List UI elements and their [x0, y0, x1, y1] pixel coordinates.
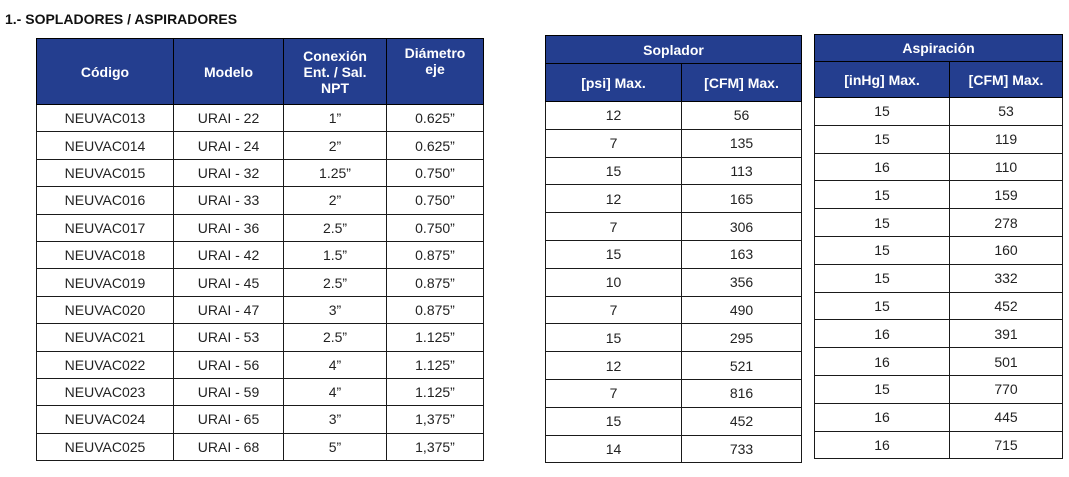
table-row [37, 324, 484, 351]
cell-inhg-max: 15 [815, 181, 950, 209]
cell-inhg-max: 16 [815, 320, 950, 348]
cell-modelo: URAI - 36 [174, 214, 284, 241]
cell-codigo: NEUVAC014 [37, 132, 174, 159]
aspiracion-table [814, 34, 1063, 459]
table-row [815, 320, 1063, 348]
table-row [815, 403, 1063, 431]
cell-inhg-max: 16 [815, 153, 950, 181]
cell-psi-max: 12 [546, 185, 682, 213]
table-row [37, 351, 484, 378]
cell-inhg-max: 15 [815, 236, 950, 264]
cell-inhg-max: 15 [815, 292, 950, 320]
cell-codigo: NEUVAC015 [37, 159, 174, 186]
cell-codigo: NEUVAC020 [37, 296, 174, 323]
cell-modelo: URAI - 68 [174, 433, 284, 460]
cell-cfm-max: 113 [682, 157, 802, 185]
cell-diametro: 0.625” [387, 105, 484, 132]
table-row [815, 181, 1063, 209]
table-row [37, 406, 484, 433]
table-row [815, 264, 1063, 292]
table-row [546, 185, 802, 213]
cell-inhg-max: 15 [815, 209, 950, 237]
cell-psi-max: 7 [546, 379, 682, 407]
cell-codigo: NEUVAC019 [37, 269, 174, 296]
cell-conexion: 2” [284, 187, 387, 214]
cell-cfm-max: 163 [682, 240, 802, 268]
cell-codigo: NEUVAC013 [37, 105, 174, 132]
cell-psi-max: 15 [546, 157, 682, 185]
cell-inhg-max: 15 [815, 375, 950, 403]
table-row [815, 292, 1063, 320]
cell-conexion: 2.5” [284, 214, 387, 241]
header-diametro-line-1: Diámetro [404, 45, 466, 61]
cell-psi-max: 7 [546, 213, 682, 241]
cell-psi-max: 7 [546, 129, 682, 157]
cell-modelo: URAI - 56 [174, 351, 284, 378]
cell-codigo: NEUVAC022 [37, 351, 174, 378]
table-row [815, 153, 1063, 181]
cell-cfm-max: 306 [682, 213, 802, 241]
cell-psi-max: 10 [546, 268, 682, 296]
cell-diametro: 1.125” [387, 378, 484, 405]
product-table [36, 38, 484, 461]
table-row [546, 268, 802, 296]
cell-inhg-max: 15 [815, 264, 950, 292]
header-conexion-line-3: NPT [321, 79, 349, 96]
cell-inhg-max: 15 [815, 125, 950, 153]
cell-diametro: 1,375” [387, 433, 484, 460]
table-row [815, 98, 1063, 126]
aspiracion-group-header: Aspiración [815, 35, 1063, 62]
header-inhg-max: [inHg] Max. [815, 62, 950, 98]
table-row [37, 269, 484, 296]
cell-modelo: URAI - 32 [174, 159, 284, 186]
cell-codigo: NEUVAC023 [37, 378, 174, 405]
cell-inhg-max: 16 [815, 403, 950, 431]
soplador-table [545, 35, 802, 463]
table-row [37, 159, 484, 186]
cell-modelo: URAI - 24 [174, 132, 284, 159]
cell-conexion: 3” [284, 296, 387, 323]
cell-diametro: 0.750” [387, 214, 484, 241]
cell-codigo: NEUVAC021 [37, 324, 174, 351]
cell-cfm-max: 160 [950, 236, 1063, 264]
cell-cfm-max: 501 [950, 348, 1063, 376]
cell-psi-max: 15 [546, 324, 682, 352]
header-modelo: Modelo [174, 39, 284, 105]
soplador-group-header: Soplador [546, 36, 802, 64]
cell-cfm-max: 490 [682, 296, 802, 324]
cell-diametro: 0.875” [387, 269, 484, 296]
table-row [546, 379, 802, 407]
cell-inhg-max: 16 [815, 431, 950, 459]
table-row [37, 241, 484, 268]
table-row [37, 105, 484, 132]
header-psi-max: [psi] Max. [546, 64, 682, 102]
cell-cfm-max: 445 [950, 403, 1063, 431]
header-cfm-max: [CFM] Max. [950, 62, 1063, 98]
cell-conexion: 2.5” [284, 324, 387, 351]
cell-cfm-max: 295 [682, 324, 802, 352]
table-row [546, 435, 802, 463]
cell-diametro: 1.125” [387, 351, 484, 378]
cell-cfm-max: 391 [950, 320, 1063, 348]
cell-modelo: URAI - 59 [174, 378, 284, 405]
table-row [37, 378, 484, 405]
cell-diametro: 0.875” [387, 241, 484, 268]
cell-psi-max: 12 [546, 352, 682, 380]
cell-diametro: 0.625” [387, 132, 484, 159]
table-row [37, 433, 484, 460]
cell-cfm-max: 278 [950, 209, 1063, 237]
cell-cfm-max: 159 [950, 181, 1063, 209]
cell-cfm-max: 356 [682, 268, 802, 296]
cell-codigo: NEUVAC017 [37, 214, 174, 241]
cell-conexion: 1” [284, 105, 387, 132]
cell-cfm-max: 770 [950, 375, 1063, 403]
cell-cfm-max: 165 [682, 185, 802, 213]
cell-conexion: 1.25” [284, 159, 387, 186]
table-row [546, 407, 802, 435]
cell-psi-max: 15 [546, 240, 682, 268]
cell-modelo: URAI - 22 [174, 105, 284, 132]
cell-modelo: URAI - 42 [174, 241, 284, 268]
cell-cfm-max: 56 [682, 102, 802, 130]
cell-cfm-max: 332 [950, 264, 1063, 292]
cell-psi-max: 14 [546, 435, 682, 463]
cell-diametro: 0.750” [387, 159, 484, 186]
cell-conexion: 1.5” [284, 241, 387, 268]
cell-conexion: 3” [284, 406, 387, 433]
cell-codigo: NEUVAC024 [37, 406, 174, 433]
table-row [546, 240, 802, 268]
cell-modelo: URAI - 47 [174, 296, 284, 323]
table-row [815, 348, 1063, 376]
header-diametro [387, 39, 484, 105]
header-codigo: Código [37, 39, 174, 105]
table-row [815, 375, 1063, 403]
cell-cfm-max: 53 [950, 98, 1063, 126]
table-row [37, 296, 484, 323]
cell-diametro: 1.125” [387, 324, 484, 351]
cell-diametro: 1,375” [387, 406, 484, 433]
table-row [815, 431, 1063, 459]
table-row [546, 324, 802, 352]
cell-cfm-max: 521 [682, 352, 802, 380]
cell-psi-max: 15 [546, 407, 682, 435]
cell-conexion: 2.5” [284, 269, 387, 296]
cell-cfm-max: 452 [682, 407, 802, 435]
cell-modelo: URAI - 53 [174, 324, 284, 351]
table-row [546, 296, 802, 324]
table-row [546, 102, 802, 130]
cell-diametro: 0.750” [387, 187, 484, 214]
cell-diametro: 0.875” [387, 296, 484, 323]
table-row [546, 352, 802, 380]
cell-cfm-max: 452 [950, 292, 1063, 320]
cell-modelo: URAI - 45 [174, 269, 284, 296]
header-conexion-line-1: Conexión [303, 47, 367, 64]
cell-cfm-max: 119 [950, 125, 1063, 153]
cell-codigo: NEUVAC025 [37, 433, 174, 460]
header-cfm-max: [CFM] Max. [682, 64, 802, 102]
cell-conexion: 4” [284, 378, 387, 405]
cell-codigo: NEUVAC018 [37, 241, 174, 268]
cell-psi-max: 7 [546, 296, 682, 324]
table-row [815, 209, 1063, 237]
cell-cfm-max: 715 [950, 431, 1063, 459]
cell-codigo: NEUVAC016 [37, 187, 174, 214]
cell-inhg-max: 16 [815, 348, 950, 376]
table-row [546, 213, 802, 241]
table-row [37, 187, 484, 214]
section-title: 1.- SOPLADORES / ASPIRADORES [5, 11, 238, 27]
header-diametro-line-2: eje [425, 61, 445, 77]
table-row [815, 125, 1063, 153]
header-conexion [284, 39, 387, 105]
cell-cfm-max: 733 [682, 435, 802, 463]
table-row [815, 236, 1063, 264]
cell-modelo: URAI - 65 [174, 406, 284, 433]
cell-inhg-max: 15 [815, 98, 950, 126]
header-conexion-line-2: Ent. / Sal. [303, 63, 367, 80]
cell-modelo: URAI - 33 [174, 187, 284, 214]
cell-cfm-max: 110 [950, 153, 1063, 181]
cell-conexion: 2” [284, 132, 387, 159]
table-row [37, 214, 484, 241]
table-row [546, 157, 802, 185]
cell-psi-max: 12 [546, 102, 682, 130]
cell-cfm-max: 816 [682, 379, 802, 407]
table-row [37, 132, 484, 159]
cell-cfm-max: 135 [682, 129, 802, 157]
table-row [546, 129, 802, 157]
cell-conexion: 4” [284, 351, 387, 378]
cell-conexion: 5” [284, 433, 387, 460]
